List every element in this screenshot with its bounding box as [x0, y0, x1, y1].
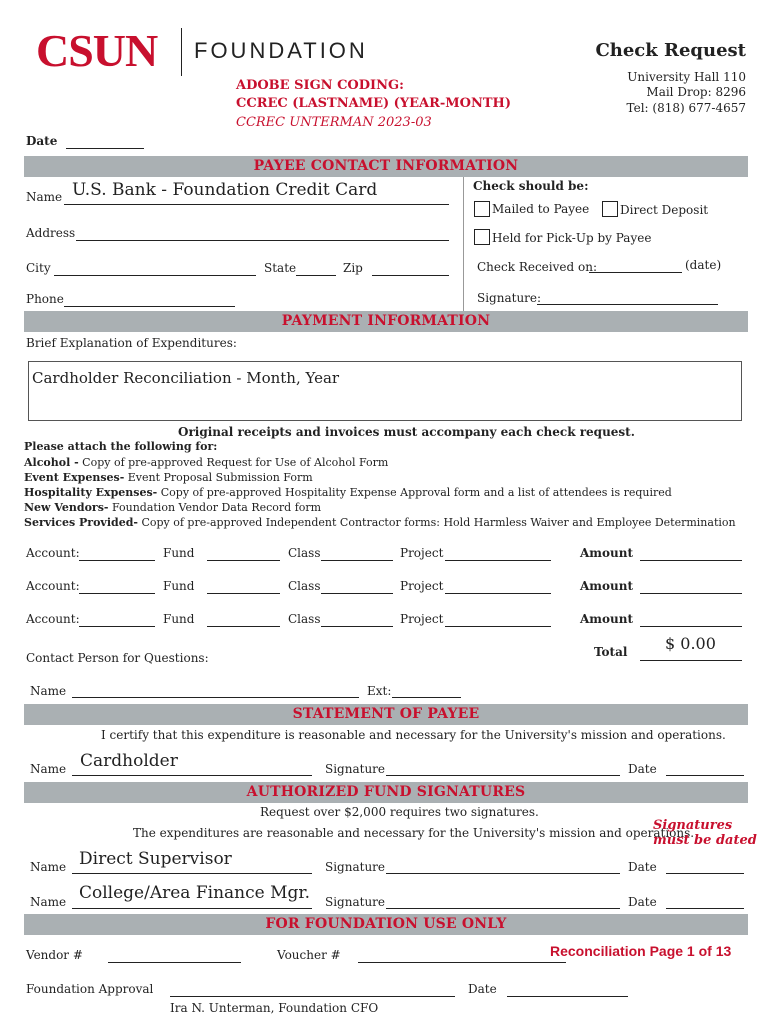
attachment-list [24, 455, 736, 530]
signer2-name-field[interactable] [72, 908, 312, 909]
account-label: Account: [26, 612, 80, 626]
attachment-label: Alcohol - [24, 456, 79, 469]
fund-field[interactable] [207, 626, 280, 627]
project-label: Project [400, 546, 444, 560]
attachment-text: Copy of pre-approved Hospitality Expense Approval form and a list of attendees is required [157, 486, 672, 499]
signer2-date-field[interactable] [666, 908, 744, 909]
fund-label: Fund [163, 612, 195, 626]
payee-phone-label: Phone [26, 292, 64, 306]
amount-label: Amount [580, 546, 634, 560]
signer1-name-label: Name [30, 860, 67, 874]
page-title: Check Request [595, 40, 746, 61]
project-label: Project [400, 579, 444, 593]
attachment-text: Event Proposal Submission Form [124, 471, 313, 484]
reasonable-text: The expenditures are reasonable and necessary for the University's mission and operations. [133, 826, 695, 840]
class-label: Class [288, 546, 321, 560]
signer2-signature-label: Signature [325, 895, 386, 909]
payee-section-bar: PAYEE CONTACT INFORMATION [24, 156, 748, 177]
address-line1: University Hall 110 [627, 70, 746, 84]
held-label: Held for Pick-Up by Payee [492, 231, 652, 245]
payment-section-bar: PAYMENT INFORMATION [24, 311, 748, 332]
mailed-checkbox[interactable] [474, 201, 490, 217]
reconciliation-page-label: Reconciliation Page 1 of 13 [550, 943, 732, 959]
request-over-text: Request over $2,000 requires two signatures. [260, 805, 539, 819]
contact-ext-label: Ext: [367, 684, 392, 698]
attachment-item [24, 515, 736, 530]
signer1-signature-field[interactable] [386, 873, 620, 874]
check-should-be-label: Check should be: [473, 179, 589, 193]
payee-city-field[interactable] [54, 275, 256, 276]
fund-field[interactable] [207, 593, 280, 594]
signer1-date-field[interactable] [666, 873, 744, 874]
foundation-approval-label: Foundation Approval [26, 982, 154, 996]
amount-field[interactable] [640, 626, 742, 627]
direct-deposit-label: Direct Deposit [620, 203, 709, 217]
payee-state-label: State [264, 261, 297, 275]
brief-explanation-label: Brief Explanation of Expenditures: [26, 336, 237, 350]
statement-section-bar: STATEMENT OF PAYEE [24, 704, 748, 725]
class-label: Class [288, 579, 321, 593]
attachment-text: Foundation Vendor Data Record form [108, 501, 322, 514]
vendor-field[interactable] [108, 962, 241, 963]
check-received-field[interactable] [589, 272, 682, 273]
payee-name-value[interactable]: U.S. Bank - Foundation Credit Card [72, 180, 378, 200]
signer2-date-label: Date [628, 895, 657, 909]
attachment-label: New Vendors- [24, 501, 109, 514]
signer2-signature-field[interactable] [386, 908, 620, 909]
signer1-name-field[interactable] [72, 873, 312, 874]
attach-heading: Please attach the following for: [24, 440, 218, 453]
date-label: Date [26, 134, 58, 148]
authorized-section-bar: AUTHORIZED FUND SIGNATURES [24, 782, 748, 803]
amount-field[interactable] [640, 560, 742, 561]
signer1-date-label: Date [628, 860, 657, 874]
coding-line2: CCREC (LASTNAME) (YEAR-MONTH) [236, 96, 511, 111]
foundation-approval-field[interactable] [170, 996, 455, 997]
signer2-name-label: Name [30, 895, 67, 909]
account-label: Account: [26, 546, 80, 560]
signer2-value[interactable]: College/Area Finance Mgr. [79, 883, 311, 903]
statement-date-field[interactable] [666, 775, 744, 776]
payee-signature-field[interactable] [537, 304, 718, 305]
check-received-label: Check Received on: [477, 260, 597, 274]
payee-address-field[interactable] [76, 240, 449, 241]
payee-name-label: Name [26, 190, 63, 204]
signer1-signature-label: Signature [325, 860, 386, 874]
project-field[interactable] [445, 593, 551, 594]
payee-column-divider [463, 177, 464, 311]
cfo-name: Ira N. Unterman, Foundation CFO [170, 1001, 379, 1015]
contact-name-label: Name [30, 684, 67, 698]
signatures-note-line1: Signatures [653, 818, 733, 833]
logo-divider [181, 28, 182, 76]
voucher-label: Voucher # [277, 948, 341, 962]
total-label: Total [594, 645, 628, 659]
signer1-value[interactable]: Direct Supervisor [79, 849, 232, 869]
explanation-value: Cardholder Reconciliation - Month, Year [32, 369, 340, 387]
attachment-text: Copy of pre-approved Request for Use of Alcohol Form [78, 456, 389, 469]
held-checkbox[interactable] [474, 229, 490, 245]
class-field[interactable] [321, 593, 393, 594]
csun-logo [36, 26, 157, 76]
vendor-label: Vendor # [26, 948, 83, 962]
payee-name-field[interactable] [64, 204, 449, 205]
statement-name-value[interactable]: Cardholder [80, 751, 178, 771]
contact-ext-field[interactable] [392, 697, 461, 698]
attachment-label: Event Expenses- [24, 471, 125, 484]
contact-name-field[interactable] [72, 697, 359, 698]
foundation-section-bar: FOR FOUNDATION USE ONLY [24, 914, 748, 935]
contact-person-label: Contact Person for Questions: [26, 651, 209, 665]
statement-name-label: Name [30, 762, 67, 776]
attachment-item [24, 470, 736, 485]
attachment-text: Copy of pre-approved Independent Contractor forms: Hold Harmless Waiver and Employee Determination [137, 516, 736, 529]
logo-brand: CSUN [36, 25, 158, 76]
class-field[interactable] [321, 626, 393, 627]
statement-name-field[interactable] [72, 775, 312, 776]
project-field[interactable] [445, 626, 551, 627]
mailed-label: Mailed to Payee [492, 202, 590, 216]
payee-signature-label: Signature: [477, 291, 542, 305]
certify-text: I certify that this expenditure is reasonable and necessary for the University's mission and operations. [101, 728, 726, 742]
statement-date-label: Date [628, 762, 657, 776]
attachment-item [24, 485, 736, 500]
amount-label: Amount [580, 612, 634, 626]
payee-phone-field[interactable] [64, 306, 235, 307]
fund-label: Fund [163, 546, 195, 560]
class-label: Class [288, 612, 321, 626]
total-field[interactable] [640, 660, 742, 661]
coding-line1: ADOBE SIGN CODING: [236, 78, 404, 93]
class-field[interactable] [321, 560, 393, 561]
amount-field[interactable] [640, 593, 742, 594]
foundation-date-field[interactable] [507, 996, 628, 997]
account-field[interactable] [79, 560, 155, 561]
coding-example: CCREC UNTERMAN 2023-03 [236, 115, 432, 130]
check-received-date-hint: (date) [685, 258, 722, 272]
voucher-field[interactable] [358, 962, 566, 963]
fund-field[interactable] [207, 560, 280, 561]
project-label: Project [400, 612, 444, 626]
account-field[interactable] [79, 593, 155, 594]
total-value[interactable]: $ 0.00 [665, 634, 716, 653]
receipts-note: Original receipts and invoices must accompany each check request. [178, 425, 635, 439]
address-tel: Tel: (818) 677-4657 [626, 101, 746, 115]
account-label: Account: [26, 579, 80, 593]
statement-signature-label: Signature [325, 762, 386, 776]
account-field[interactable] [79, 626, 155, 627]
date-field[interactable] [66, 148, 144, 149]
payee-state-field[interactable] [296, 275, 336, 276]
amount-label: Amount [580, 579, 634, 593]
attachment-label: Hospitality Expenses- [24, 486, 158, 499]
payee-address-label: Address [26, 226, 76, 240]
attachment-item [24, 455, 736, 470]
project-field[interactable] [445, 560, 551, 561]
attachment-label: Services Provided- [24, 516, 138, 529]
signatures-note-line2: must be dated [653, 833, 757, 848]
address-line2: Mail Drop: 8296 [646, 85, 746, 99]
attachment-item [24, 500, 736, 515]
payee-city-label: City [26, 261, 51, 275]
statement-signature-field[interactable] [386, 775, 620, 776]
fund-label: Fund [163, 579, 195, 593]
logo-foundation-text: FOUNDATION [194, 38, 368, 63]
payee-zip-field[interactable] [372, 275, 449, 276]
direct-deposit-checkbox[interactable] [602, 201, 618, 217]
foundation-date-label: Date [468, 982, 497, 996]
payee-zip-label: Zip [343, 261, 363, 275]
